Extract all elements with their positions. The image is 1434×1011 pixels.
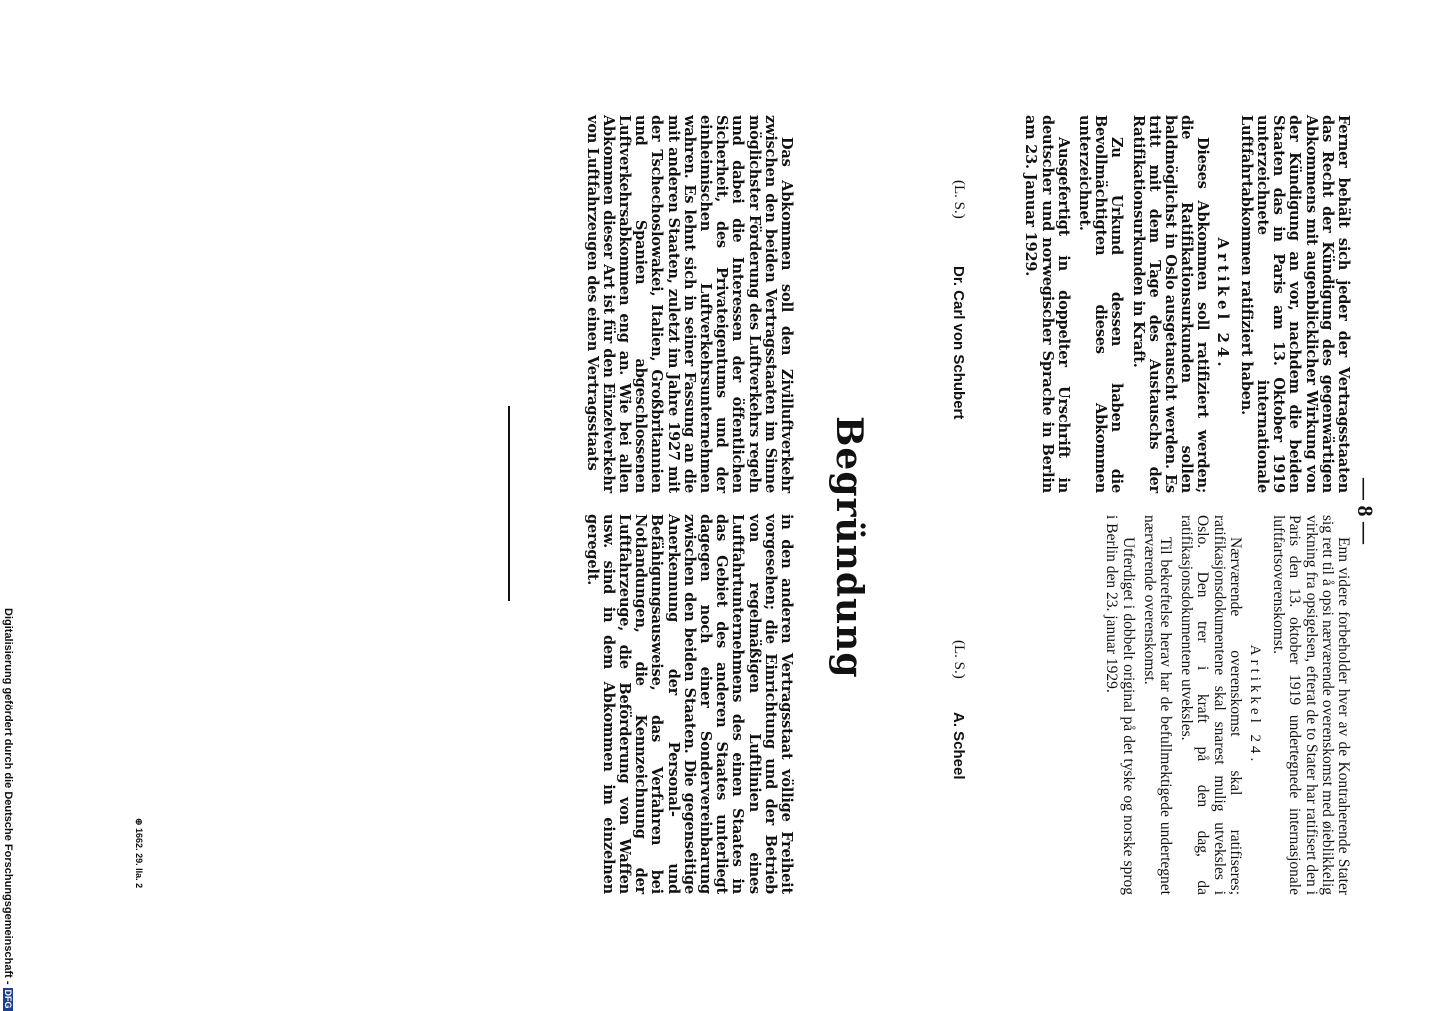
dfg-notice bbox=[2, 608, 14, 1011]
norwegian-signatory: A. Scheel bbox=[950, 712, 967, 780]
norwegian-seal: (L. S.) bbox=[951, 640, 967, 679]
german-witness: Zu Urkund dessen haben die Bevollmächtigten dieses Abkommen unterzeichnet. bbox=[1075, 115, 1126, 493]
norwegian-article-text: Nærværende overenskomst skal ratifiseres; ratifikasjonsdokumentene skal snarest mulig utveksles i Oslo. Den trer i kraft på den dag, da ratifikasjonsdokumentene utveksles. bbox=[1178, 515, 1244, 895]
german-article-title: Artikel 24. bbox=[1213, 237, 1232, 371]
dfg-logo: DFG bbox=[3, 989, 13, 1009]
norwegian-witness: Til bekreftelse herav har de befullmektigede undertegnet nærværende overenskomst. bbox=[1140, 515, 1174, 895]
begruendung-right-column bbox=[583, 514, 794, 894]
begruendung-left-column bbox=[583, 115, 794, 493]
norwegian-intro: Enn videre forbeholder hver av de Kontraherende Stater sig rett til å opsi nærværende overenskomst med øieblikkelig virkning fra opsigelsen, efterat de to Stater har ratifisert den i Paris den 13. oktober 1919 undertegnede internasjonale luftfartsoverenskomst. bbox=[1270, 515, 1352, 895]
begruendung-right-text: in den anderen Vertragsstaat völlige Freiheit vorgesehen; die Einrichtung und der Betrieb von regelmäßigen Luftlinien eines Luftfahrtunternehmens des einen Staates in das Gebiet des anderen Staates unterliegt dagegen noch einer Sondervereinbarung zwischen den beiden Staaten. Die gegenseitige Anerkennung der Personal- und Befähigungsausweise, das Verfahren bei Notlandungen, die Kennzeichnung der Luftfahrzeuge, die Beförderung von Waffen usw. sind in dem Abkommen im einzelnen geregelt. bbox=[583, 514, 795, 894]
dfg-notice-text: Digitalisierung gefördert durch die Deutsche Forschungsgemeinschaft - bbox=[2, 608, 14, 985]
norwegian-article-title: Artikkel 24. bbox=[1246, 644, 1263, 766]
german-seal: (L. S.) bbox=[951, 180, 967, 219]
german-intro: Ferner behält sich jeder der Vertragsstaaten das Recht der Kündigung des gegenwärtigen Abkommens mit augenblicklicher Wirkung von der Kündigung an vor, nachdem die beiden Staaten das in Paris am 13. Oktober 1919 unterzeichnete internationale Luftfahrtabkommen ratifiziert haben. bbox=[1237, 115, 1352, 493]
german-treaty-column bbox=[1022, 115, 1351, 493]
german-article-text: Dieses Abkommen soll ratifiziert werden; die Ratifikationsurkunden sollen baldmöglichst in Oslo ausgetauscht werden. Es tritt mit dem Tage des Austauschs der Ratifikationsurkunden in Kraft. bbox=[1129, 115, 1212, 493]
printer-mark: ⊕ 1662. 29. IIa. 2 bbox=[134, 818, 144, 889]
norwegian-treaty-column bbox=[1103, 515, 1351, 895]
norwegian-done-at: Utferdiget i dobbelt original på det tyske og norske sprog i Berlin den 23. januar 1929. bbox=[1103, 515, 1137, 895]
end-rule bbox=[508, 406, 510, 601]
german-signatory: Dr. Carl von Schubert bbox=[950, 266, 967, 420]
german-done-at: Ausgefertigt in doppelter Urschrift in deutscher und norwegischer Sprache in Berlin am 23. Januar 1929. bbox=[1022, 115, 1072, 493]
page-number: — 8 — bbox=[1353, 478, 1378, 544]
begruendung-heading: Begründung bbox=[828, 416, 870, 679]
begruendung-left-text: Das Abkommen soll den Zivilluftverkehr zwischen den beiden Vertragsstaaten im Sinne möglichster Förderung des Luftverkehrs regeln und dabei die Interessen der öffentlichen Sicherheit, des Privateigentums und der einheimischen Luftverkehrsunternehmen wahren. Es lehnt sich in seiner Fassung an die mit anderen Staaten, zuletzt im Jahre 1927 mit der Tschechoslowakei, Italien, Großbritannien und Spanien abgeschlossenen Luftverkehrsabkommen eng an. Wie bei allen Abkommen dieser Art ist für den Einzelverkehr von Luftfahrzeugen des einen Vertragsstaats bbox=[583, 115, 795, 493]
